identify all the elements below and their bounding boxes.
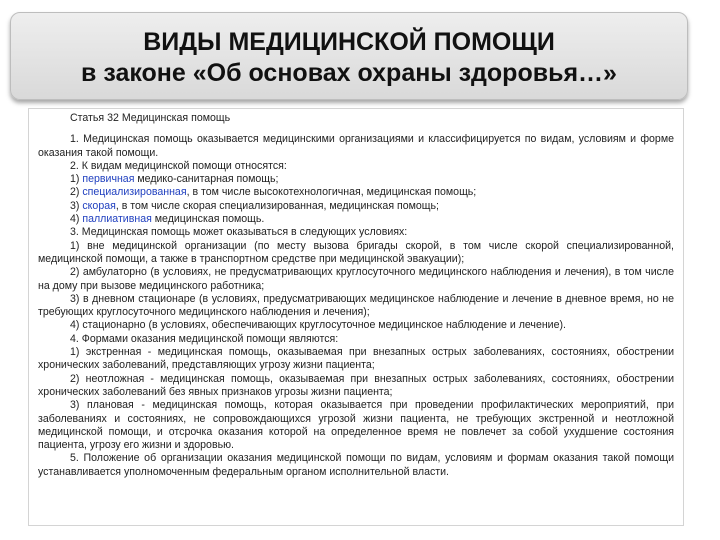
article-heading: Статья 32 Медицинская помощь (70, 112, 231, 124)
form-item: 3) плановая - медицинская помощь, которая оказывается при проведении профилактических мероприятий, при заболеваниях и состояниях, не сопровождающихся угрозой жизни пациента, не требующих экстренной и неотложной медицинской помощи, и отсрочка оказания которой на определенное время не повлечет за собой ухудшение состояния пациента, угрозу его жизни и здоровью. (38, 399, 674, 452)
type-num: 4) (70, 213, 83, 226)
type-item (38, 186, 674, 199)
title-banner (10, 12, 688, 100)
form-item: 2) неотложная - медицинская помощь, оказываемая при внезапных острых заболеваниях, состояниях, обострении хронических заболеваний без явных признаков угрозы жизни пациента; (38, 372, 674, 398)
type-term: скорая (82, 199, 116, 212)
paragraph-3: 3. Медицинская помощь может оказываться в следующих условиях: (70, 226, 408, 239)
paragraph-1: 1. Медицинская помощь оказывается медицинскими организациями и классифицируется по видам, условиям и форме оказания такой помощи. (38, 133, 674, 159)
type-item (38, 213, 674, 226)
type-term: паллиативная (82, 213, 152, 226)
condition-item: 3) в дневном стационаре (в условиях, предусматривающих медицинское наблюдение и лечение в дневное время, но не требующих круглосуточного медицинского наблюдения и лечения); (38, 292, 674, 319)
paragraph-5: 5. Положение об организации оказания медицинской помощи по видам, условиям и формам оказания такой помощи устанавливается уполномоченным федеральным органом исполнительной власти. (38, 452, 674, 478)
type-rest: , в том числе высокотехнологичная, медицинская помощь; (186, 186, 477, 199)
condition-item: 1) вне медицинской организации (по месту вызова бригады скорой, в том числе скорой специализированной, медицинской помощи, а также в транспортном средстве при медицинской эвакуации); (38, 239, 674, 265)
title-line-2: в законе «Об основах охраны здоровья…» (81, 59, 617, 87)
type-num: 3) (70, 199, 83, 212)
condition-item: 4) стационарно (в условиях, обеспечивающих круглосуточное медицинское наблюдение и лечение). (70, 319, 566, 332)
title-line-1: ВИДЫ МЕДИЦИНСКОЙ ПОМОЩИ (143, 28, 555, 56)
type-num: 2) (70, 186, 83, 199)
type-rest: , в том числе скорая специализированная, медицинская помощь; (115, 199, 439, 212)
form-item: 1) экстренная - медицинская помощь, оказываемая при внезапных острых заболеваниях, состояниях, обострении хронических заболеваний, представляющих угрозу жизни пациента; (38, 346, 674, 372)
paragraph-4: 4. Формами оказания медицинской помощи являются: (70, 332, 339, 345)
type-rest: медицинская помощь. (151, 213, 265, 226)
type-term: специализированная (82, 186, 187, 199)
paragraph-2: 2. К видам медицинской помощи относятся: (70, 159, 287, 172)
type-item (38, 173, 674, 186)
type-term: первичная (82, 173, 135, 186)
article-text (38, 112, 674, 479)
condition-item: 2) амбулаторно (в условиях, не предусматривающих круглосуточного медицинского наблюдения и лечения), в том числе на дому при вызове медицинского работника; (38, 266, 674, 292)
type-num: 1) (70, 173, 83, 186)
type-item (38, 200, 674, 213)
type-rest: медико-санитарная помощь; (134, 173, 279, 186)
